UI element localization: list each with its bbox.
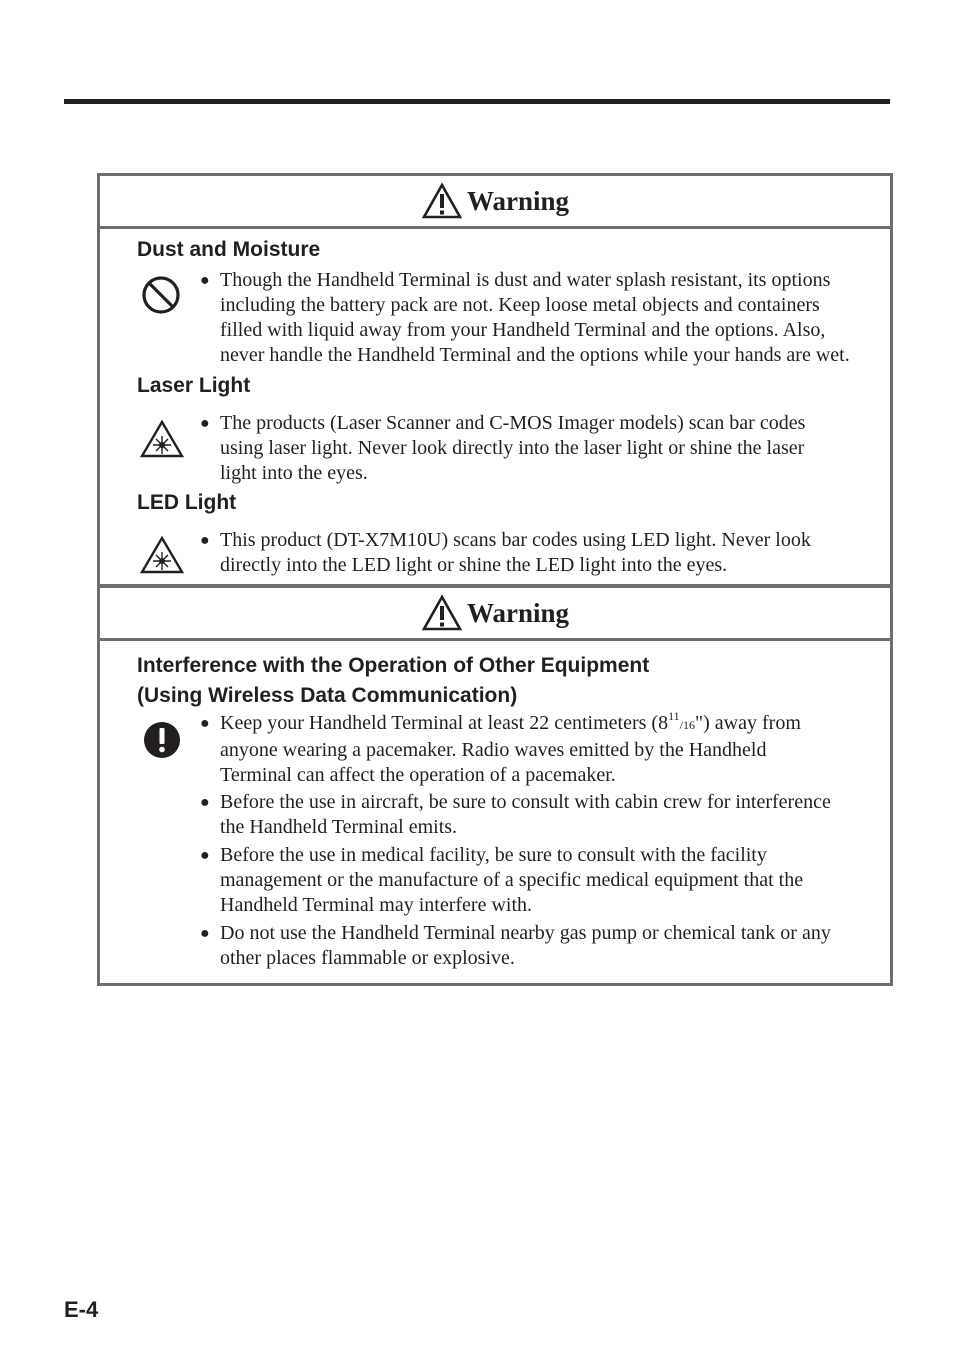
text-line: anyone wearing a pacemaker. Radio waves emitted by the Handheld: [220, 739, 767, 761]
text-line: other places flammable or explosive.: [220, 947, 515, 969]
bullet-dot: ●: [200, 415, 210, 432]
text-line: the Handheld Terminal emits.: [220, 816, 458, 838]
section-heading: (Using Wireless Data Communication): [137, 684, 518, 707]
text-line: Before the use in aircraft, be sure to consult with cabin crew for interference: [220, 791, 831, 813]
warning-triangle-icon: [421, 182, 463, 220]
laser-warning-icon: [139, 535, 185, 575]
text-line: Before the use in medical facility, be sure to consult with the facility: [220, 844, 767, 866]
bullet-dot: ●: [200, 532, 210, 549]
text-line: filled with liquid away from your Handheld Terminal and the options. Also,: [220, 319, 826, 341]
fraction-numerator: 11: [668, 709, 680, 723]
text-line: The products (Laser Scanner and C-MOS Imager models) scan bar codes: [220, 412, 806, 434]
section-heading: LED Light: [137, 491, 237, 514]
warning-title: Warning: [466, 185, 570, 216]
text-line: [220, 711, 890, 738]
text-line: management or the manufacture of a specific medical equipment that the: [220, 869, 804, 891]
warning-box-2: [97, 585, 893, 986]
bullet-dot: ●: [200, 715, 210, 732]
fraction-denominator: 16: [682, 718, 695, 732]
text-line: Though the Handheld Terminal is dust and water splash resistant, its options: [220, 269, 831, 291]
top-rule: [64, 99, 890, 104]
page-number: E-4: [64, 1297, 99, 1322]
text-segment: Keep your Handheld Terminal at least 22 centimeters (8: [220, 712, 669, 734]
text-line: never handle the Handheld Terminal and the options while your hands are wet.: [220, 344, 850, 366]
bullet-dot: ●: [200, 272, 210, 289]
bullet-dot: ●: [200, 925, 210, 942]
section-heading: Laser Light: [137, 374, 251, 397]
text-line: including the battery pack are not. Keep loose metal objects and containers: [220, 294, 820, 316]
prohibition-icon: [141, 275, 181, 315]
text-line: This product (DT-X7M10U) scans bar codes using LED light. Never look: [220, 529, 811, 551]
fraction-slash: /: [679, 718, 683, 732]
laser-warning-icon: [139, 419, 185, 459]
text-line: Terminal can affect the operation of a pacemaker.: [220, 764, 616, 786]
text-segment: ") away from: [694, 712, 801, 734]
warning-box-1: [97, 173, 893, 587]
exclamation-icon: [143, 721, 181, 759]
bullet-dot: ●: [200, 794, 210, 811]
bullet-dot: ●: [200, 847, 210, 864]
warning-title: Warning: [466, 597, 570, 628]
warning-header: [100, 176, 890, 229]
text-line: Do not use the Handheld Terminal nearby gas pump or chemical tank or any: [220, 922, 831, 944]
text-line: Handheld Terminal may interfere with.: [220, 894, 533, 916]
text-line: light into the eyes.: [220, 462, 368, 484]
warning-triangle-icon: [421, 594, 463, 632]
section-heading: Dust and Moisture: [137, 238, 321, 261]
section-heading: Interference with the Operation of Other Equipment: [137, 654, 650, 677]
text-line: directly into the LED light or shine the LED light into the eyes.: [220, 554, 728, 576]
warning-header: [100, 588, 890, 641]
text-line: using laser light. Never look directly into the laser light or shine the laser: [220, 437, 805, 459]
